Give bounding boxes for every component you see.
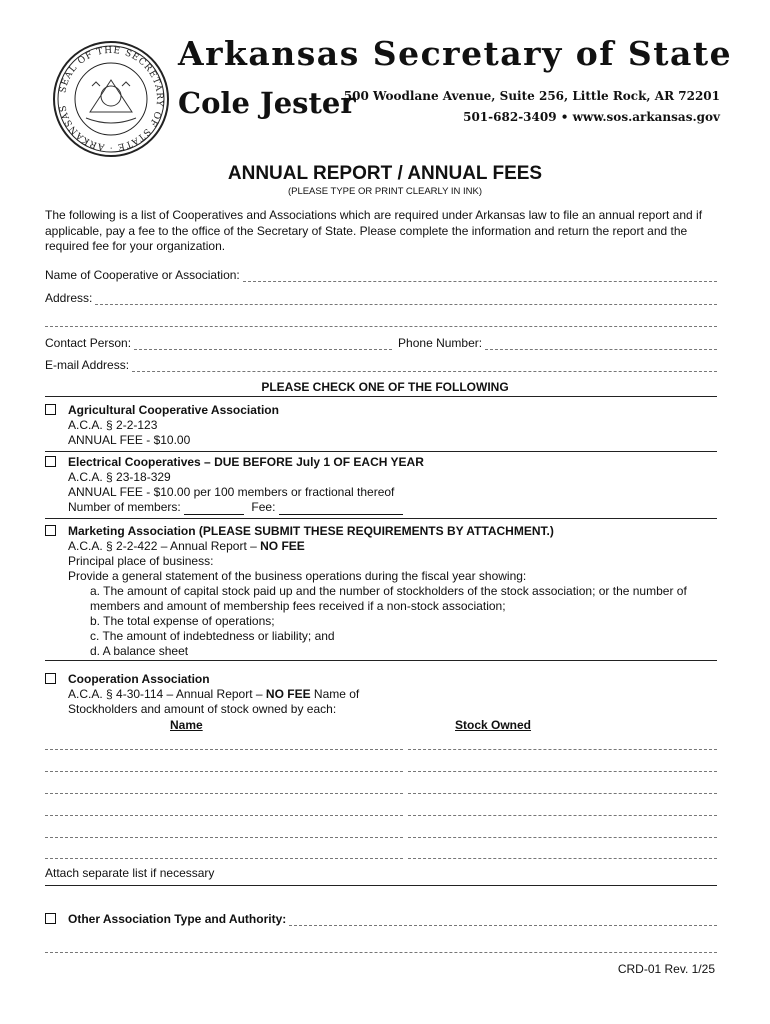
marketing-checkbox[interactable] xyxy=(45,525,56,536)
members-input[interactable] xyxy=(184,503,244,515)
electrical-aca: A.C.A. § 23-18-329 xyxy=(68,470,171,484)
electrical-title: Electrical Cooperatives – DUE BEFORE July 1 OF EACH YEAR xyxy=(68,455,424,469)
electrical-fee: ANNUAL FEE - $10.00 per 100 members or fractional thereof xyxy=(68,485,395,499)
stockholder-name-line[interactable] xyxy=(45,815,403,816)
stock-owned-line[interactable] xyxy=(408,749,717,750)
form-title: ANNUAL REPORT / ANNUAL FEES xyxy=(227,163,543,184)
name-input[interactable] xyxy=(243,270,717,282)
office-address: 500 Woodlane Avenue, Suite 256, Little Rock, AR 72201 xyxy=(343,89,720,103)
agricultural-aca: A.C.A. § 2-2-123 xyxy=(68,418,158,432)
marketing-principal: Principal place of business: xyxy=(68,554,214,568)
address-field-row xyxy=(45,291,717,305)
address-input-line-2[interactable] xyxy=(45,326,717,327)
name-column-header: Name xyxy=(170,718,203,732)
marketing-item-c: c. The amount of indebtedness or liability; and xyxy=(90,629,335,643)
marketing-title: Marketing Association (PLEASE SUBMIT THESE REQUIREMENTS BY ATTACHMENT.) xyxy=(68,524,554,538)
email-input[interactable] xyxy=(132,360,717,372)
office-contact: 501-682-3409 • www.sos.arkansas.gov xyxy=(463,110,720,124)
electrical-checkbox[interactable] xyxy=(45,456,56,467)
address-label: Address: xyxy=(45,291,93,305)
stockholder-name-line[interactable] xyxy=(45,771,403,772)
secretary-name: Cole Jester xyxy=(178,86,356,120)
marketing-item-a: a. The amount of capital stock paid up and the number of stockholders of the stock association; or the number of xyxy=(90,584,687,598)
form-code: CRD-01 Rev. 1/25 xyxy=(617,962,715,976)
stockholder-name-line[interactable] xyxy=(45,858,403,859)
stock-owned-line[interactable] xyxy=(408,858,717,859)
address-input[interactable] xyxy=(95,293,717,305)
agricultural-checkbox[interactable] xyxy=(45,404,56,415)
marketing-statement: Provide a general statement of the business operations during the fiscal year showing: xyxy=(68,569,527,583)
divider xyxy=(45,518,717,519)
marketing-item-d: d. A balance sheet xyxy=(90,644,189,658)
stockholder-name-line[interactable] xyxy=(45,793,403,794)
phone-label: Phone Number: xyxy=(398,336,483,350)
other-field-row xyxy=(68,912,717,926)
name-field-row xyxy=(45,268,717,282)
phone-input[interactable] xyxy=(485,338,717,350)
agricultural-option xyxy=(68,403,728,448)
stockholder-name-line[interactable] xyxy=(45,749,403,750)
divider xyxy=(45,451,717,452)
email-field-row xyxy=(45,358,717,372)
other-input-line-2[interactable] xyxy=(45,952,717,953)
divider xyxy=(45,885,717,886)
cooperation-no-fee: NO FEE xyxy=(265,687,311,701)
stock-owned-line[interactable] xyxy=(408,793,717,794)
cooperation-option xyxy=(68,672,728,717)
other-input[interactable] xyxy=(289,914,717,926)
office-title: Arkansas Secretary of State xyxy=(178,34,733,73)
stockholder-name-line[interactable] xyxy=(45,837,403,838)
cooperation-aca-suffix: Name of xyxy=(310,687,360,701)
stock-owned-line[interactable] xyxy=(408,837,717,838)
stock-owned-line[interactable] xyxy=(408,815,717,816)
contact-input[interactable] xyxy=(134,338,392,350)
other-checkbox[interactable] xyxy=(45,913,56,924)
marketing-item-a-cont: members and amount of membership fees received if a non-stock association; xyxy=(90,599,506,613)
form-intro: The following is a list of Cooperatives and Associations which are required under Arkansas law to file an annual report and if applicable, pay a fee to the office of the Secretary of State. Please complete the information and return the report and the required fee for your organization. xyxy=(45,208,703,253)
form-subtitle: (PLEASE TYPE OR PRINT CLEARLY IN INK) xyxy=(287,186,483,197)
agricultural-fee: ANNUAL FEE - $10.00 xyxy=(68,433,191,447)
electrical-option xyxy=(68,455,728,515)
state-seal xyxy=(52,40,170,158)
attach-note: Attach separate list if necessary xyxy=(45,866,215,880)
cooperation-aca: A.C.A. § 4-30-114 – Annual Report – xyxy=(68,687,266,701)
other-label: Other Association Type and Authority: xyxy=(68,912,287,926)
check-heading: PLEASE CHECK ONE OF THE FOLLOWING xyxy=(261,380,509,394)
cooperation-stockholders: Stockholders and amount of stock owned by each: xyxy=(68,702,337,716)
name-label: Name of Cooperative or Association: xyxy=(45,268,240,282)
members-label: Number of members: xyxy=(68,500,181,514)
stock-owned-line[interactable] xyxy=(408,771,717,772)
fee-input[interactable] xyxy=(279,503,403,515)
contact-label: Contact Person: xyxy=(45,336,132,350)
agricultural-title: Agricultural Cooperative Association xyxy=(68,403,279,417)
marketing-aca: A.C.A. § 2-2-422 – Annual Report – xyxy=(68,539,261,553)
marketing-option xyxy=(68,524,728,659)
stock-column-header: Stock Owned xyxy=(455,718,532,732)
cooperation-checkbox[interactable] xyxy=(45,673,56,684)
marketing-no-fee: NO FEE xyxy=(260,539,305,553)
divider xyxy=(45,396,717,397)
cooperation-title: Cooperation Association xyxy=(68,672,210,686)
fee-label: Fee: xyxy=(251,500,276,514)
divider xyxy=(45,660,717,661)
seal-text: SEAL OF THE SECRETARY OF STATE · ARKANSAS xyxy=(58,45,165,153)
contact-field-row xyxy=(45,336,717,350)
email-label: E-mail Address: xyxy=(45,358,130,372)
marketing-item-b: b. The total expense of operations; xyxy=(90,614,275,628)
